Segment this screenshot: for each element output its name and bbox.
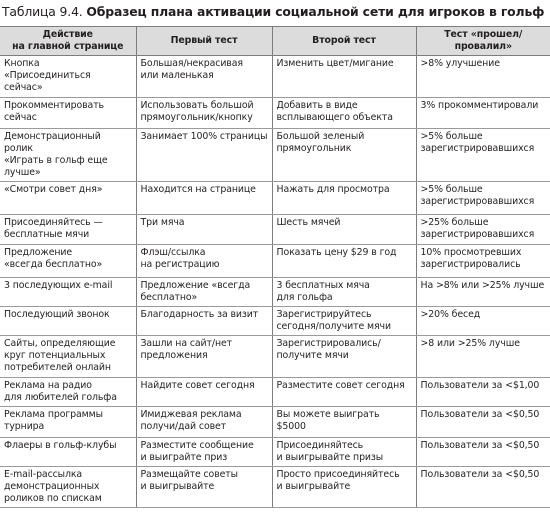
cell-pass-fail: >5% больше зарегистрировавшихся [416, 182, 550, 215]
cell-pass-fail: Пользователи за <$1,00 [416, 378, 550, 407]
table-caption [2, 3, 544, 21]
table-header-row [0, 27, 550, 56]
cell-first-test: Благодарность за визит [136, 307, 272, 336]
header-second-test: Второй тест [272, 27, 416, 56]
table-title: Образец плана активации социальной сети для игроков в гольф [86, 4, 545, 19]
cell-second-test: Присоединяйтесь и выигрывайте призы [272, 438, 416, 467]
cell-first-test: Размещайте советы и выигрывайте [136, 467, 272, 508]
cell-second-test: Зарегистрировались/ получите мячи [272, 336, 416, 378]
table-row [0, 245, 550, 278]
table-row [0, 98, 550, 129]
cell-second-test: 3 бесплатных мяча для гольфа [272, 278, 416, 307]
cell-action: Флаеры в гольф-клубы [0, 438, 136, 467]
header-first-test: Первый тест [136, 27, 272, 56]
cell-action: «Смотри совет дня» [0, 182, 136, 215]
cell-action: E-mail-рассылка демонстрационных роликов по спискам [0, 467, 136, 508]
cell-first-test: Большая/некрасивая или маленькая [136, 56, 272, 98]
table-row [0, 378, 550, 407]
cell-second-test: Нажать для просмотра [272, 182, 416, 215]
cell-pass-fail: Пользователи за <$0,50 [416, 467, 550, 508]
cell-first-test: Имиджевая реклама получи/дай совет [136, 407, 272, 438]
cell-second-test: Зарегистрируйтесь сегодня/получите мячи [272, 307, 416, 336]
cell-pass-fail: 10% просмотревших зарегистрировались [416, 245, 550, 278]
table-row [0, 407, 550, 438]
activation-plan-table [0, 26, 550, 508]
cell-second-test: Вы можете выиграть $5000 [272, 407, 416, 438]
cell-second-test: Разместите совет сегодня [272, 378, 416, 407]
cell-pass-fail: На >8% или >25% лучше [416, 278, 550, 307]
cell-pass-fail: Пользователи за <$0,50 [416, 407, 550, 438]
cell-second-test: Изменить цвет/мигание [272, 56, 416, 98]
cell-pass-fail: >8 или >25% лучше [416, 336, 550, 378]
cell-action: Предложение «всегда бесплатно» [0, 245, 136, 278]
cell-action: 3 последующих e-mail [0, 278, 136, 307]
cell-action: Последующий звонок [0, 307, 136, 336]
cell-first-test: Найдите совет сегодня [136, 378, 272, 407]
table-row [0, 215, 550, 245]
cell-second-test: Просто присоединяйтесь и выигрывайте [272, 467, 416, 508]
cell-first-test: Находится на странице [136, 182, 272, 215]
header-pass-fail: Тест «прошел/провалил» [416, 27, 550, 56]
header-action: Действие на главной странице [0, 27, 136, 56]
cell-first-test: Разместите сообщение и выиграйте приз [136, 438, 272, 467]
cell-pass-fail: >5% больше зарегистрировавшихся [416, 129, 550, 182]
cell-first-test: Зашли на сайт/нет предложения [136, 336, 272, 378]
table-row [0, 307, 550, 336]
table-row [0, 129, 550, 182]
cell-second-test: Большой зеленый прямоугольник [272, 129, 416, 182]
cell-first-test: Занимает 100% страницы [136, 129, 272, 182]
cell-pass-fail: >20% бесед [416, 307, 550, 336]
table-row [0, 467, 550, 508]
table-row [0, 336, 550, 378]
table-row [0, 278, 550, 307]
cell-action: Присоединяйтесь — бесплатные мячи [0, 215, 136, 245]
cell-action: Кнопка «Присоединиться сейчас» [0, 56, 136, 98]
cell-pass-fail: 3% прокомментировали [416, 98, 550, 129]
cell-action: Демонстрационный ролик «Играть в гольф еще лучше» [0, 129, 136, 182]
cell-first-test: Три мяча [136, 215, 272, 245]
cell-pass-fail: Пользователи за <$0,50 [416, 438, 550, 467]
cell-second-test: Шесть мячей [272, 215, 416, 245]
table-row [0, 182, 550, 215]
cell-first-test: Флэш/ссылка на регистрацию [136, 245, 272, 278]
table-row [0, 438, 550, 467]
cell-second-test: Показать цену $29 в год [272, 245, 416, 278]
cell-second-test: Добавить в виде всплывающего объекта [272, 98, 416, 129]
cell-action: Прокомментировать сейчас [0, 98, 136, 129]
cell-action: Реклама на радио для любителей гольфа [0, 378, 136, 407]
cell-action: Сайты, определяющие круг потенциальных потребителей онлайн [0, 336, 136, 378]
table-row [0, 56, 550, 98]
table-number: Таблица 9.4. [2, 4, 83, 19]
cell-action: Реклама программы турнира [0, 407, 136, 438]
cell-pass-fail: >25% больше зарегистрировавшихся [416, 215, 550, 245]
cell-first-test: Предложение «всегда бесплатно» [136, 278, 272, 307]
cell-pass-fail: >8% улучшение [416, 56, 550, 98]
cell-first-test: Использовать большой прямоугольник/кнопку [136, 98, 272, 129]
